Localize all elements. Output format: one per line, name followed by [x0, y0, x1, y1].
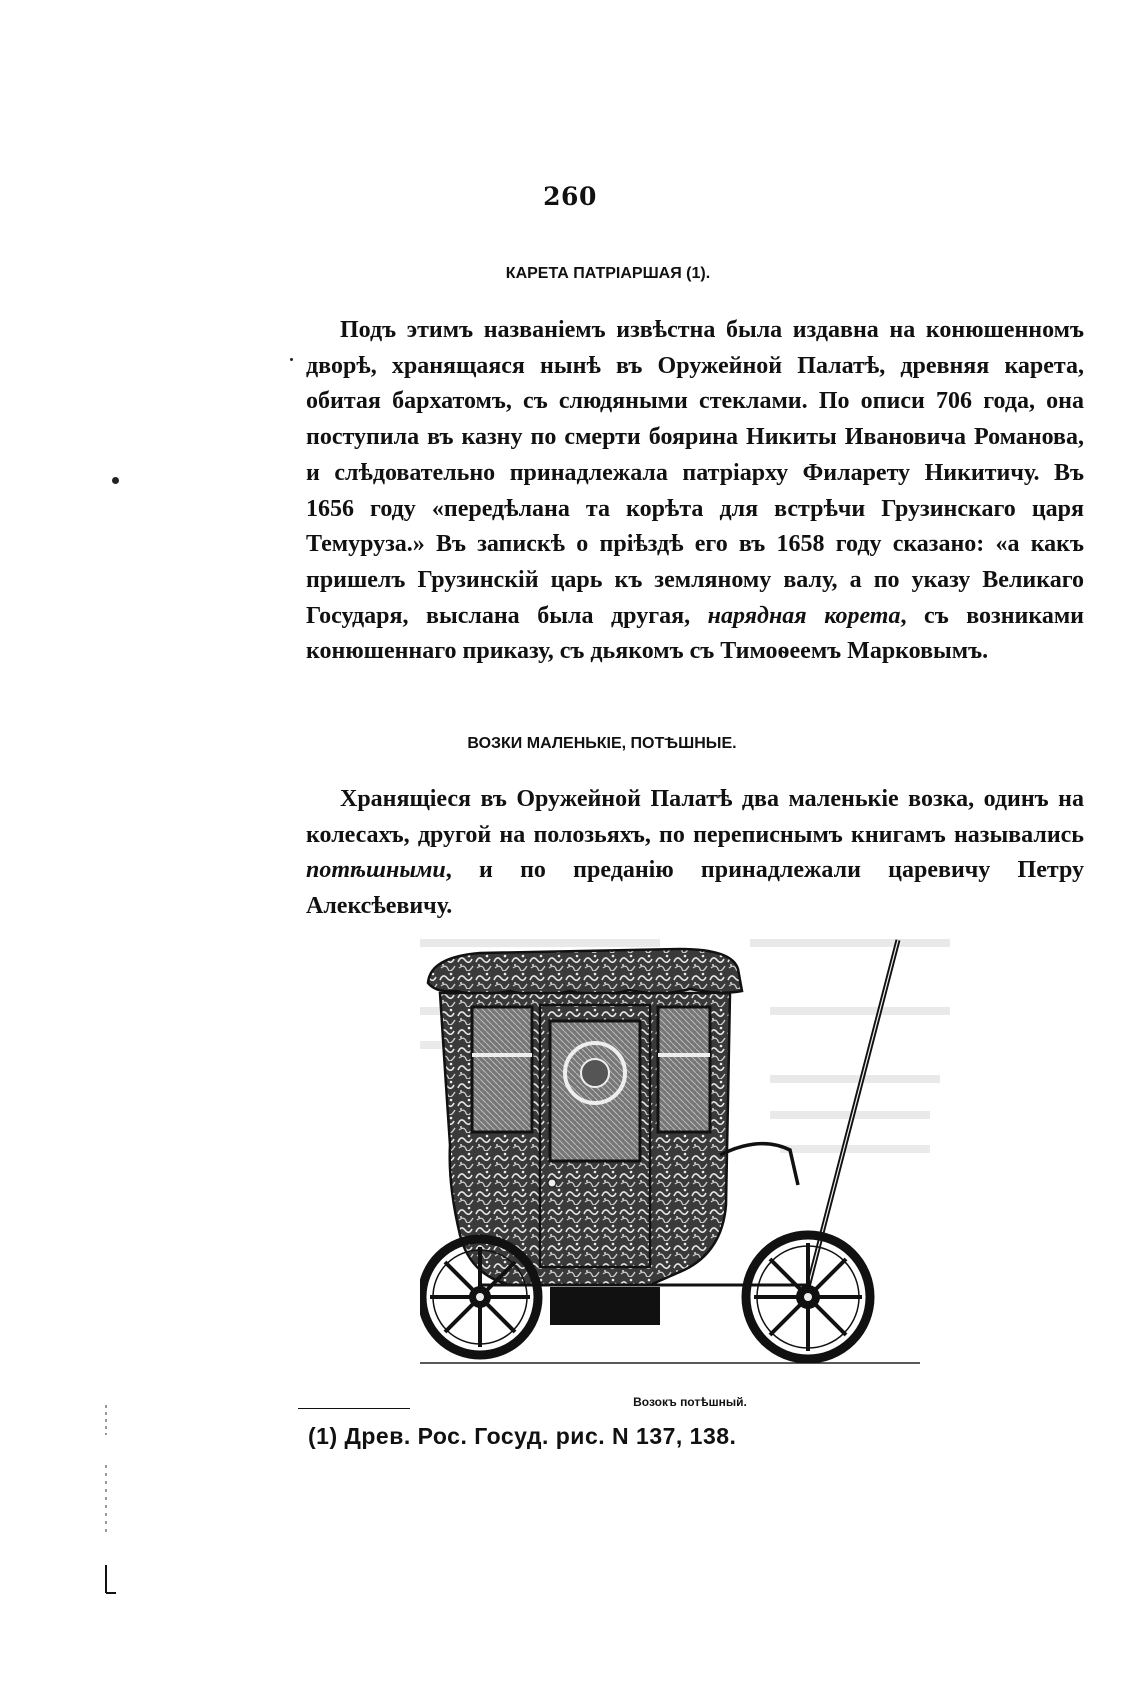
paragraph-text: , съ возниками конюшеннаго приказу, съ дьякомъ съ Тимоѳеемъ Марковымъ. [306, 602, 1085, 665]
paragraph-text: Подъ этимъ названіемъ извѣстна была издавна на конюшенномъ дворѣ, хранящаяся нынѣ въ Оружейной Палатѣ, древняя карета, обитая бархатомъ, съ слюдяными стеклами. По описи 706 года, она поступила въ казну по смерти боярина Никиты Ивановича Романова, и слѣдовательно принадлежала патріарху Филарету Никитичу. Въ 1656 году «передѣлана та корѣта для встрѣчи Грузинскаго царя Темуруза.» Въ запискѣ о пріѣздѣ его въ 1658 году сказано: «а какъ пришелъ Грузинскій царь къ земляному валу, а по указу Великаго Государя, выслана была другая, [306, 317, 1084, 629]
paragraph-italic-text: нарядная корета [707, 602, 901, 629]
wheel-right [746, 1235, 870, 1359]
section-heading-patriarch-carriage: КАРЕТА ПАТРІАРШАЯ (1). [505, 265, 711, 282]
figure-caption: Возокъ потѣшный. [633, 1395, 747, 1409]
paragraph-text: Хранящіеся въ Оружейной Палатѣ два маленькіе возка, одинъ на колесахъ, другой на полозьяхъ, по переписнымъ книгамъ назывались [306, 786, 1084, 848]
page-number: 260 [543, 182, 597, 211]
wheel-left [422, 1239, 538, 1355]
footnote-rule [298, 1408, 410, 1409]
spring [720, 1144, 798, 1185]
margin-marks [104, 1405, 118, 1595]
window-right [658, 1007, 710, 1132]
paragraph-small-sleds [306, 782, 1084, 925]
margin-speck [112, 477, 119, 484]
paragraph-patriarch-carriage [306, 313, 1084, 670]
footnote: (1) Древ. Рос. Госуд. рис. N 137, 138. [308, 1423, 737, 1449]
margin-speck [290, 358, 293, 361]
paragraph-italic-text: потѣшными [306, 857, 446, 884]
carriage-step [550, 1287, 660, 1325]
section-heading-small-sleds: ВОЗКИ МАЛЕНЬКІЕ, ПОТѢШНЫЕ. [467, 735, 737, 752]
window-left [472, 1007, 532, 1132]
carriage-illustration [420, 935, 980, 1380]
roof-canopy [428, 949, 742, 995]
paragraph-text: , и по преданію принадлежали царевичу Петру Алексѣевичу. [306, 857, 1084, 920]
